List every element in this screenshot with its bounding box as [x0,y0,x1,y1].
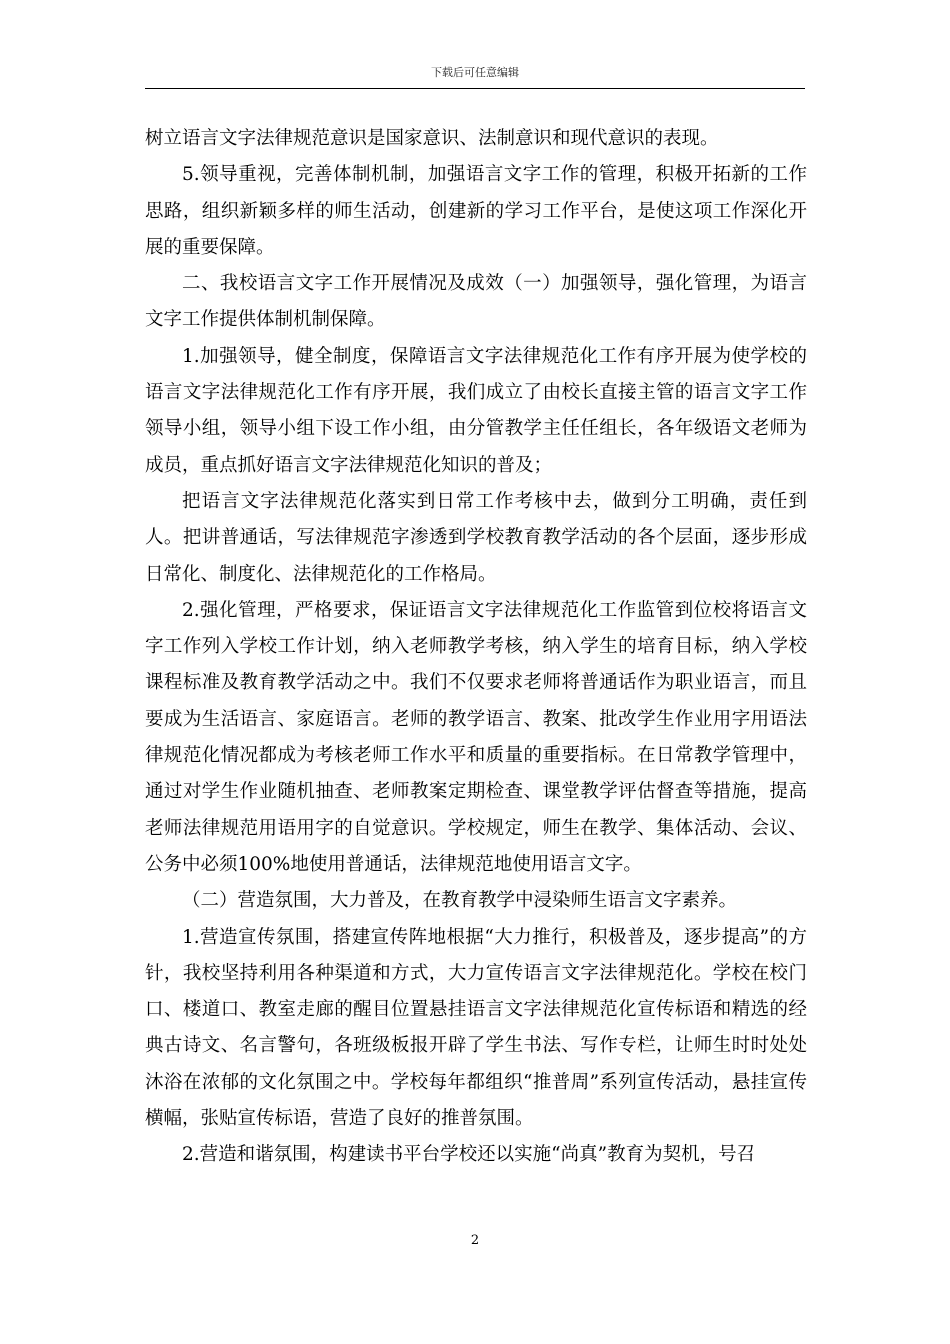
document-body [145,121,807,1174]
header-note: 下载后可任意编辑 [431,66,519,79]
header-divider [145,88,805,89]
paragraph: 把语言文字法律规范化落实到日常工作考核中去，做到分工明确，责任到人。把讲普通话，写法律规范字渗透到学校教育教学活动的各个层面，逐步形成日常化、制度化、法律规范化的工作格局。 [145,490,807,585]
paragraph: 1.营造宣传氛围，搭建宣传阵地根据“大力推行，积极普及，逐步提高”的方针，我校坚持利用各种渠道和方式，大力宣传语言文字法律规范化。学校在校门口、楼道口、教室走廊的醒目位置悬挂语言文字法律规范化宣传标语和精选的经典古诗文、名言警句，各班级板报开辟了学生书法、写作专栏，让师生时时处处沐浴在浓郁的文化氛围之中。学校每年都组织“推普周”系列宣传活动，悬挂宣传横幅，张贴宣传标语，营造了良好的推普氛围。 [145,926,807,1130]
paragraph: 树立语言文字法律规范意识是国家意识、法制意识和现代意识的表现。 [145,128,719,149]
paragraph: 1.加强领导，健全制度，保障语言文字法律规范化工作有序开展为使学校的语言文字法律规范化工作有序开展，我们成立了由校长直接主管的语言文字工作领导小组，领导小组下设工作小组，由分管教学主任任组长，各年级语文老师为成员，重点抓好语言文字法律规范化知识的普及； [145,345,807,476]
paragraph: 2.强化管理，严格要求，保证语言文字法律规范化工作监管到位校将语言文字工作列入学校工作计划，纳入老师教学考核，纳入学生的培育目标，纳入学校课程标准及教育教学活动之中。我们不仅要求老师将普通话作为职业语言，而且要成为生活语言、家庭语言。老师的教学语言、教案、批改学生作业用字用语法律规范化情况都成为考核老师工作水平和质量的重要指标。在日常教学管理中，通过对学生作业随机抽查、老师教案定期检查、课堂教学评估督查等措施，提高老师法律规范用语用字的自觉意识。学校规定，师生在教学、集体活动、会议、公务中必须100%地使用普通话，法律规范地使用语言文字。 [145,599,807,875]
paragraph: （二）营造氛围，大力普及，在教育教学中浸染师生语言文字素养。 [182,890,738,912]
page-number: 2 [470,1233,480,1248]
paragraph: 5.领导重视，完善体制机制，加强语言文字工作的管理，积极开拓新的工作思路，组织新颖多样的师生活动，创建新的学习工作平台，是使这项工作深化开展的重要保障。 [145,164,807,258]
paragraph: 2.营造和谐氛围，构建读书平台学校还以实施“尚真”教育为契机，号召 [182,1144,756,1166]
paragraph: 二、我校语言文字工作开展情况及成效（一）加强领导，强化管理，为语言文字工作提供体制机制保障。 [145,273,807,331]
